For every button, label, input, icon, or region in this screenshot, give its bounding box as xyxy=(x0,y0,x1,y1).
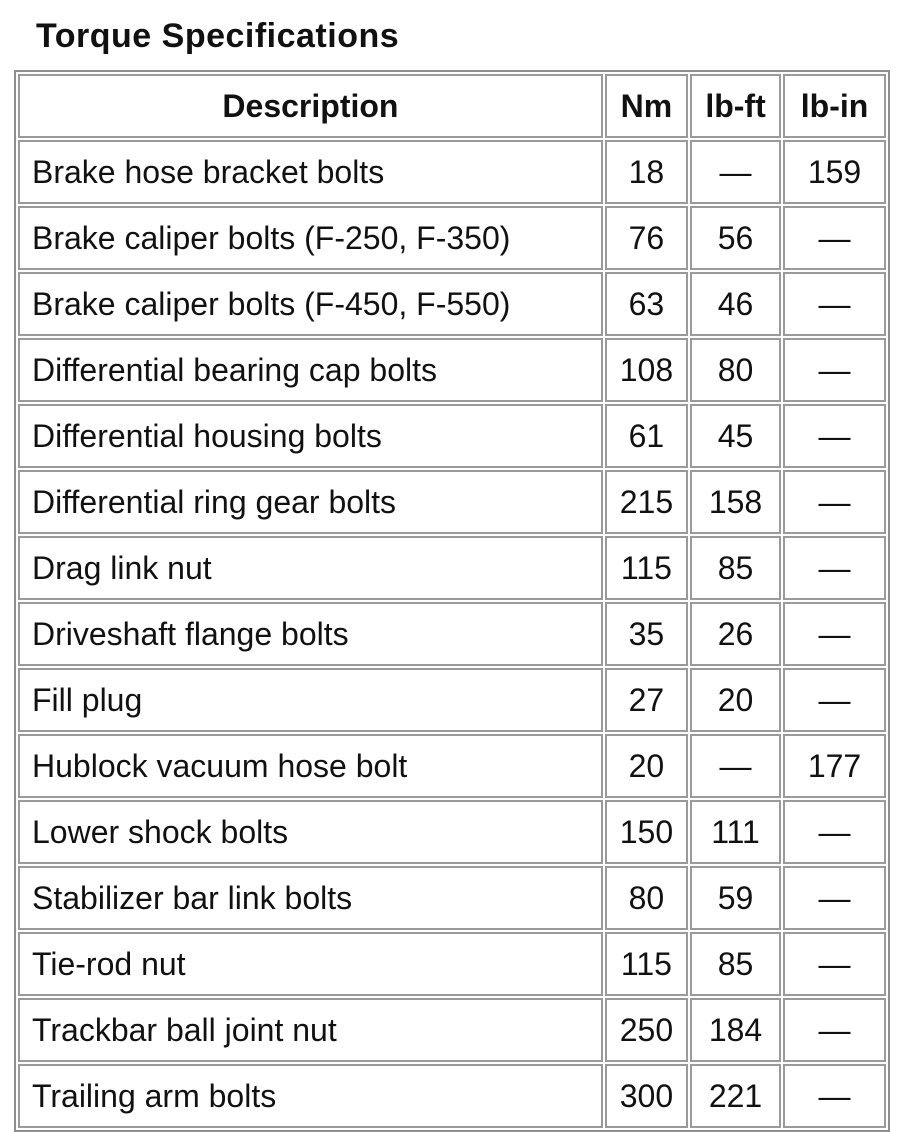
cell-lbft: 56 xyxy=(690,206,781,270)
cell-lbin: — xyxy=(783,338,886,402)
cell-lbin: — xyxy=(783,1064,886,1128)
table-row xyxy=(18,140,886,204)
cell-nm: 76 xyxy=(605,206,688,270)
header-lbin: lb-in xyxy=(783,74,886,138)
cell-nm: 63 xyxy=(605,272,688,336)
header-description: Description xyxy=(18,74,603,138)
cell-lbft: 46 xyxy=(690,272,781,336)
cell-lbft: 45 xyxy=(690,404,781,468)
cell-nm: 61 xyxy=(605,404,688,468)
cell-description: Brake caliper bolts (F-450, F-550) xyxy=(18,272,603,336)
cell-lbft: — xyxy=(690,734,781,798)
cell-description: Brake hose bracket bolts xyxy=(18,140,603,204)
cell-lbin: 177 xyxy=(783,734,886,798)
cell-lbft: 85 xyxy=(690,932,781,996)
cell-description: Stabilizer bar link bolts xyxy=(18,866,603,930)
cell-description: Driveshaft flange bolts xyxy=(18,602,603,666)
table-row xyxy=(18,800,886,864)
cell-description: Trailing arm bolts xyxy=(18,1064,603,1128)
cell-lbin: — xyxy=(783,668,886,732)
table-row xyxy=(18,272,886,336)
table-row xyxy=(18,866,886,930)
header-lbft: lb-ft xyxy=(690,74,781,138)
cell-nm: 115 xyxy=(605,536,688,600)
cell-nm: 250 xyxy=(605,998,688,1062)
cell-lbin: 159 xyxy=(783,140,886,204)
cell-description: Differential ring gear bolts xyxy=(18,470,603,534)
cell-description: Trackbar ball joint nut xyxy=(18,998,603,1062)
cell-lbft: 20 xyxy=(690,668,781,732)
cell-lbft: 158 xyxy=(690,470,781,534)
cell-lbin: — xyxy=(783,272,886,336)
torque-spec-table xyxy=(14,70,890,1132)
table-row xyxy=(18,206,886,270)
cell-lbft: 184 xyxy=(690,998,781,1062)
cell-nm: 20 xyxy=(605,734,688,798)
cell-nm: 18 xyxy=(605,140,688,204)
cell-nm: 150 xyxy=(605,800,688,864)
cell-nm: 35 xyxy=(605,602,688,666)
cell-lbin: — xyxy=(783,602,886,666)
cell-nm: 215 xyxy=(605,470,688,534)
table-row xyxy=(18,536,886,600)
cell-lbft: 111 xyxy=(690,800,781,864)
cell-lbin: — xyxy=(783,206,886,270)
cell-nm: 115 xyxy=(605,932,688,996)
table-row xyxy=(18,470,886,534)
cell-nm: 27 xyxy=(605,668,688,732)
cell-nm: 108 xyxy=(605,338,688,402)
cell-description: Differential bearing cap bolts xyxy=(18,338,603,402)
table-row xyxy=(18,404,886,468)
cell-description: Lower shock bolts xyxy=(18,800,603,864)
table-row xyxy=(18,734,886,798)
cell-lbin: — xyxy=(783,866,886,930)
cell-description: Brake caliper bolts (F-250, F-350) xyxy=(18,206,603,270)
cell-lbft: 26 xyxy=(690,602,781,666)
cell-lbin: — xyxy=(783,404,886,468)
table-header-row xyxy=(18,74,886,138)
cell-description: Hublock vacuum hose bolt xyxy=(18,734,603,798)
cell-lbin: — xyxy=(783,932,886,996)
table-row xyxy=(18,338,886,402)
cell-lbin: — xyxy=(783,800,886,864)
cell-lbft: — xyxy=(690,140,781,204)
cell-lbft: 80 xyxy=(690,338,781,402)
table-row xyxy=(18,668,886,732)
cell-description: Fill plug xyxy=(18,668,603,732)
table-row xyxy=(18,932,886,996)
header-nm: Nm xyxy=(605,74,688,138)
cell-description: Drag link nut xyxy=(18,536,603,600)
cell-lbft: 221 xyxy=(690,1064,781,1128)
table-row xyxy=(18,1064,886,1128)
cell-lbft: 59 xyxy=(690,866,781,930)
cell-lbin: — xyxy=(783,536,886,600)
cell-nm: 80 xyxy=(605,866,688,930)
cell-nm: 300 xyxy=(605,1064,688,1128)
cell-lbin: — xyxy=(783,470,886,534)
cell-lbin: — xyxy=(783,998,886,1062)
page-title: Torque Specifications xyxy=(36,17,400,55)
table-row xyxy=(18,998,886,1062)
cell-lbft: 85 xyxy=(690,536,781,600)
cell-description: Differential housing bolts xyxy=(18,404,603,468)
cell-description: Tie-rod nut xyxy=(18,932,603,996)
table-row xyxy=(18,602,886,666)
